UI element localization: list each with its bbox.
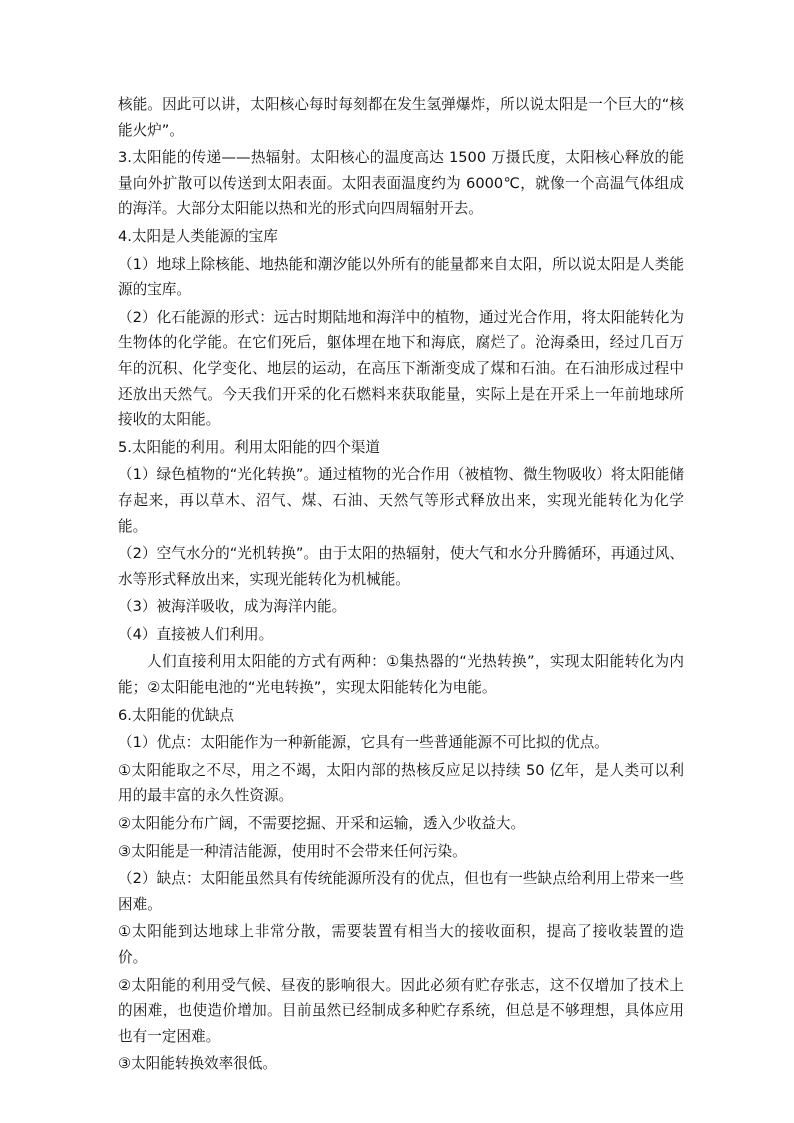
paragraph-ocean-absorption: （3）被海洋吸收，成为海洋内能。 xyxy=(118,598,347,616)
document-body xyxy=(118,92,684,1079)
paragraph-disadvantage-3: ③太阳能转换效率很低。 xyxy=(118,1055,278,1073)
paragraph-disadvantages: （2）缺点：太阳能虽然具有传统能源所没有的优点，但也有一些缺点给利用上带来一些困难。 xyxy=(118,870,684,913)
paragraph-photomechanical: （2）空气水分的“光机转换”。由于太阳的热辐射，使大气和水分升腾循环，再通过风、水等形式释放出来，实现光能转化为机械能。 xyxy=(118,545,684,588)
paragraph-direct-use-methods: 人们直接利用太阳能的方式有两种：①集热器的“光热转换”，实现太阳能转化为内能；②太阳能电池的“光电转换”，实现太阳能转化为电能。 xyxy=(118,653,684,697)
paragraph-advantage-3: ③太阳能是一种清洁能源，使用时不会带来任何污染。 xyxy=(118,842,467,860)
paragraph-advantage-1: ①太阳能取之不尽，用之不竭，太阳内部的热核反应足以持续 50 亿年，是人类可以利用的最丰富的永久性资源。 xyxy=(118,761,684,805)
paragraph-photochemical: （1）绿色植物的“光化转换”。通过植物的光合作用（被植物、微生物吸收）将太阳能储存起来，再以草木、沼气、煤、石油、天然气等形式释放出来，实现光能转化为化学能。 xyxy=(118,466,684,535)
paragraph-energy-source: （1）地球上除核能、地热能和潮汐能以外所有的能量都来自太阳，所以说太阳是人类能源的宝库。 xyxy=(118,255,684,299)
paragraph-disadvantage-2: ②太阳能的利用受气候、昼夜的影响很大。因此必须有贮存张志，这不仅增加了技术上的困难，也使造价增加。目前虽然已经制成多种贮存系统，但总是不够理想，具体应用也有一定困难。 xyxy=(118,976,684,1045)
heading-energy-treasury: 4.太阳是人类能源的宝库 xyxy=(118,227,278,245)
paragraph-fossil-fuels: （2）化石能源的形式：远古时期陆地和海洋中的植物，通过光合作用，将太阳能转化为生物体的化学能。在它们死后，躯体埋在地下和海底，腐烂了。沧海桑田，经过几百万年的沉积、化学变化、地层的运动，在高压下渐渐变成了煤和石油。在石油形成过程中还放出天然气。今天我们开采的化石燃料来获取能量，实际上是在开采上一年前地球所接收的太阳能。 xyxy=(118,308,684,429)
paragraph-advantages: （1）优点：太阳能作为一种新能源，它具有一些普通能源不可比拟的优点。 xyxy=(118,734,609,752)
paragraph-direct-use: （4）直接被人们利用。 xyxy=(118,625,274,643)
paragraph-heat-radiation: 3.太阳能的传递——热辐射。太阳核心的温度高达 1500 万摄氏度，太阳核心释放的能量向外扩散可以传送到太阳表面。太阳表面温度约为 6000℃，就像一个高温气体组成的海洋。大部分太阳能以热和光的形式向四周辐射开去。 xyxy=(118,149,684,218)
paragraph-disadvantage-1: ①太阳能到达地球上非常分散，需要装置有相当大的接收面积，提高了接收装置的造价。 xyxy=(118,923,684,966)
heading-solar-utilization: 5.太阳能的利用。利用太阳能的四个渠道 xyxy=(118,438,381,456)
heading-pros-cons: 6.太阳能的优缺点 xyxy=(118,706,235,724)
paragraph-nuclear-furnace: 核能。因此可以讲，太阳核心每时每刻都在发生氢弹爆炸，所以说太阳是一个巨大的“核能火炉”。 xyxy=(118,96,684,139)
paragraph-advantage-2: ②太阳能分布广阔，不需要挖掘、开采和运输，透入少收益大。 xyxy=(118,815,526,833)
